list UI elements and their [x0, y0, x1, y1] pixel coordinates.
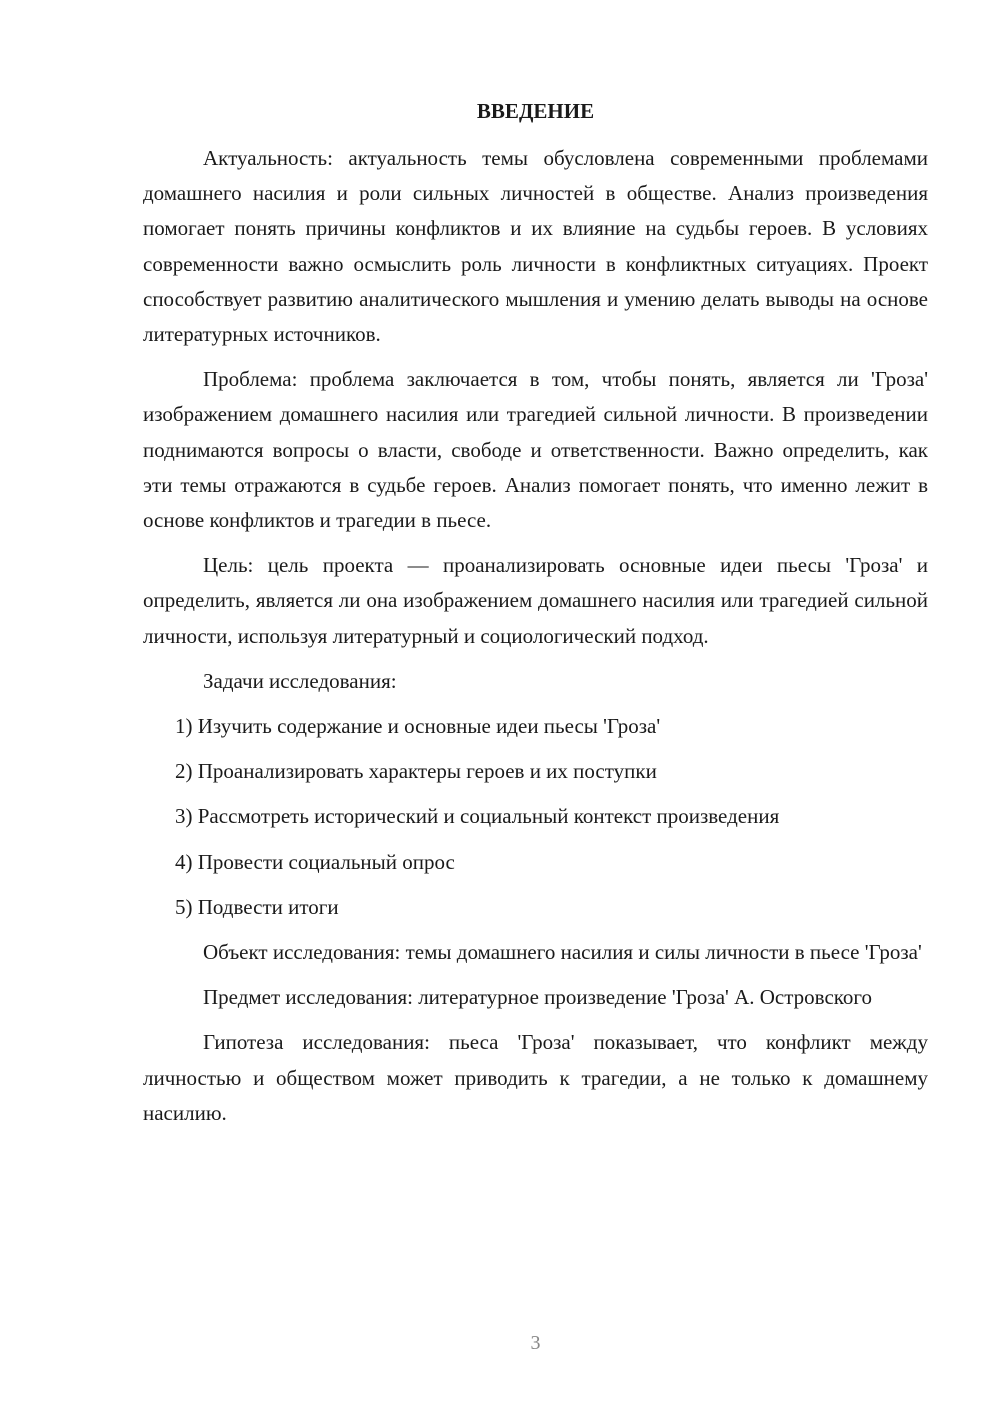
hypothesis-paragraph: Гипотеза исследования: пьеса 'Гроза' показывает, что конфликт между личностью и обществом может приводить к трагедии, а не только к домашнему насилию.	[143, 1030, 928, 1125]
page-title: ВВЕДЕНИЕ	[476, 99, 595, 123]
task-item: 3) Рассмотреть исторический и социальный контекст произведения	[175, 804, 780, 829]
object-paragraph: Объект исследования: темы домашнего насилия и силы личности в пьесе 'Гроза'	[203, 940, 922, 965]
task-item: 1) Изучить содержание и основные идеи пьесы 'Гроза'	[175, 714, 661, 739]
relevance-paragraph: Актуальность: актуальность темы обусловлена современными проблемами домашнего насилия и роли сильных личностей в обществе. Анализ произведения помогает понять причины конфликтов и их влияние на судьбы героев. В условиях современности важно осмыслить роль личности в конфликтных ситуациях. Проект способствует развитию аналитического мышления и умению делать выводы на основе литературных источников.	[143, 146, 928, 347]
task-item: 4) Провести социальный опрос	[175, 849, 455, 874]
task-item: 5) Подвести итоги	[175, 894, 339, 919]
document-page	[143, 94, 928, 1141]
tasks-list	[143, 709, 928, 925]
goal-paragraph: Цель: цель проекта — проанализировать основные идеи пьесы 'Гроза' и определить, является ли она изображением домашнего насилия или трагедией сильной личности, используя литературный и социологический подход.	[143, 553, 928, 648]
problem-paragraph: Проблема: проблема заключается в том, чтобы понять, является ли 'Гроза' изображением домашнего насилия или трагедией сильной личности. В произведении поднимаются вопросы о власти, свободе и ответственности. Важно определить, как эти темы отражаются в судьбе героев. Анализ помогает понять, что именно лежит в основе конфликтов и трагедии в пьесе.	[143, 367, 928, 533]
page-number: 3	[530, 1332, 541, 1354]
subject-paragraph: Предмет исследования: литературное произведение 'Гроза' А. Островского	[203, 985, 872, 1010]
tasks-heading: Задачи исследования:	[203, 668, 397, 693]
task-item: 2) Проанализировать характеры героев и их поступки	[175, 759, 657, 784]
